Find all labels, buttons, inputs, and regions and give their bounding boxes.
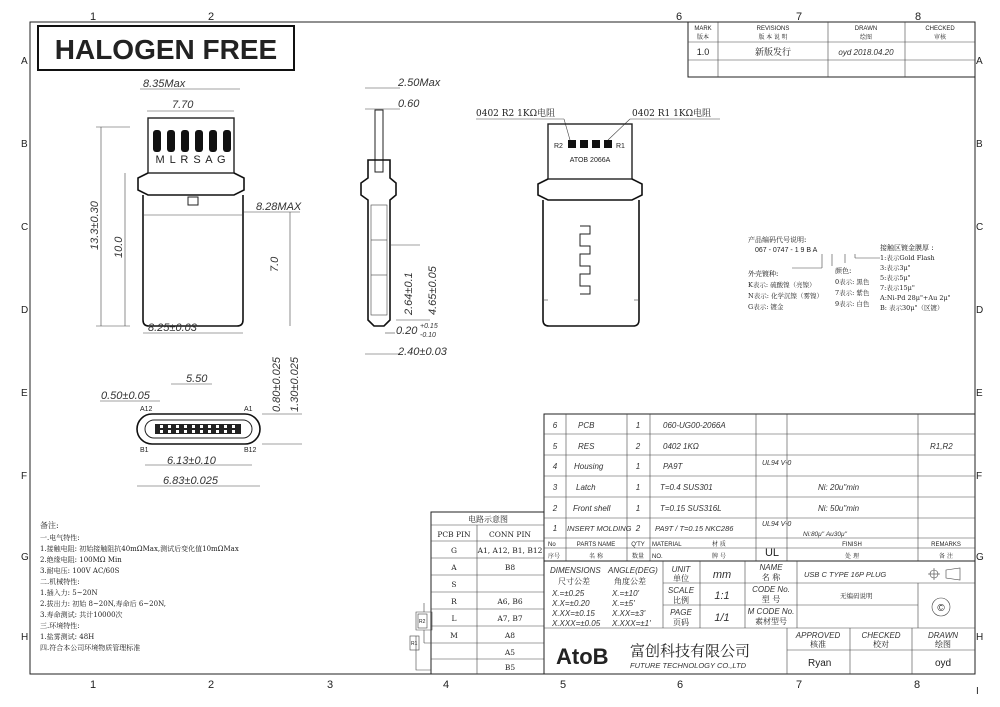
dim-end-inner: 6.13±0.10 <box>167 455 216 467</box>
rev-header-drawn: DRAWN <box>854 26 878 32</box>
color-0: 0表示: 黑色 <box>835 278 870 286</box>
tb-tol-angle: X.=±5' <box>612 599 635 608</box>
dim-front-body-height: 10.0 <box>113 236 125 258</box>
circuit-conn-pin: A7, B7 <box>497 614 523 623</box>
bom-part-name: Housing <box>574 462 604 471</box>
shell-k: K表示: 硫酸镍（亮镍） <box>748 281 816 289</box>
rev-header-mark: MARK <box>694 26 712 32</box>
bom-finish: Ni: 50u"min <box>818 504 860 513</box>
dim-front-top-width: 7.70 <box>172 99 194 111</box>
tb-name-cn: 名 称 <box>761 573 781 582</box>
shell-n: N表示: 化学沉镍（雾镍） <box>748 292 823 300</box>
bom-material: 060-UG00-2066A <box>663 421 726 430</box>
tb-tol-angle: X.XX=±3' <box>612 609 646 618</box>
r1-label: R1 <box>616 143 625 150</box>
dim-front-max-side: 8.28MAX <box>256 201 302 213</box>
bom-qty: 1 <box>635 483 641 492</box>
end-view <box>100 356 302 487</box>
bom-qty: 2 <box>635 442 641 451</box>
rev-header-revisions-cn: 版 本 说 明 <box>758 35 788 41</box>
tb-tol-linear: X.X=±0.20 <box>552 599 590 608</box>
frame-letter: H <box>976 632 984 643</box>
tb-drawn-cn: 绘图 <box>935 640 951 649</box>
tb-approved-value: Ryan <box>808 658 832 669</box>
frame-right-letters <box>976 56 984 697</box>
bom-h-ul: UL <box>764 547 780 559</box>
notes-line: 二.机械特性: <box>40 578 80 586</box>
bom-h-qty: Q'TY <box>631 542 645 548</box>
frame-num: 6 <box>676 11 683 23</box>
bom-part-name: INSERT MOLDING <box>567 524 632 533</box>
bom-table <box>544 414 975 561</box>
end-corner-b1: B1 <box>140 447 149 454</box>
circuit-pcb-pin: R <box>451 597 457 606</box>
circuit-table <box>410 512 544 674</box>
dim-side-d1: 2.64±0.1 <box>403 272 415 315</box>
frame-num: 7 <box>796 11 803 23</box>
bom-h-remarks: REMARKS <box>931 542 961 548</box>
rev-header-checked-cn: 审核 <box>933 35 947 41</box>
tb-approved-cn: 核准 <box>810 640 826 649</box>
r1-callout: 0402 R1 1KΩ电阻 <box>632 109 712 119</box>
bom-h-finish: FINISH <box>842 542 862 548</box>
rev-mark: 1.0 <box>696 47 710 57</box>
bom-material: 0402 1KΩ <box>663 442 699 451</box>
tb-unit-value: mm <box>712 569 732 581</box>
notes-line: 1.接触电阻: 初始接触阻抗40mΩMax,测试后变化值10mΩMax <box>40 545 239 553</box>
plating-3: 3:表示3μ" <box>880 264 911 272</box>
bom-qty: 1 <box>635 504 641 513</box>
bom-h-qty-cn: 数量 <box>631 553 645 560</box>
r2-label: R2 <box>554 143 563 150</box>
bom-finish: Ni:80μ" Au30μ" <box>803 531 847 538</box>
tb-drawn-label: DRAWN <box>927 631 959 640</box>
tb-name-label: NAME <box>759 563 783 572</box>
frame-num: 8 <box>914 679 921 691</box>
frame-letter: D <box>976 305 984 316</box>
tb-scale-value: 1:1 <box>714 590 730 602</box>
bom-material: PA9T <box>663 462 683 471</box>
frame-letter: A <box>976 56 983 67</box>
plating-5: 5:表示5μ" <box>880 274 911 282</box>
tb-name-value: USB C TYPE 16P PLUG <box>804 570 887 579</box>
tb-checked-label: CHECKED <box>861 631 901 640</box>
bom-no: 5 <box>552 442 558 451</box>
bom-part-name: PCB <box>578 421 595 430</box>
frame-num: 1 <box>90 679 97 691</box>
tb-dimensions-cn: 尺寸公差 <box>558 577 590 586</box>
circuit-pcb-pin: M <box>450 631 458 640</box>
dim-side-d2: 4.65±0.05 <box>427 266 439 315</box>
frame-num: 1 <box>90 11 97 23</box>
dim-end-h2: 1.30±0.025 <box>289 357 301 412</box>
frame-letter: F <box>976 471 983 482</box>
frame-num: 4 <box>443 679 450 691</box>
bom-h-matno: NO. <box>652 554 663 560</box>
frame-letter: C <box>976 222 984 233</box>
frame-num: 2 <box>208 679 215 691</box>
frame-bottom-numbers <box>90 679 920 691</box>
bom-h-material: MATERIAL <box>652 542 682 548</box>
frame-letter: D <box>21 305 29 316</box>
bom-h-parts: PARTS NAME <box>576 542 616 548</box>
dim-side-tol-plus: +0.15 <box>420 323 438 330</box>
bom-h-matno-cn: 牌 号 <box>712 553 726 560</box>
tb-page-cn: 页码 <box>673 618 689 627</box>
tb-tol-linear: X.XX=±0.15 <box>552 609 595 618</box>
dim-side-thickness: 0.60 <box>398 98 420 110</box>
tb-unit-cn: 单位 <box>673 574 689 583</box>
circuit-conn-pin: A8 <box>504 631 516 640</box>
dim-end-outer: 6.83±0.025 <box>163 475 218 487</box>
rev-header-revisions: REVISIONS <box>756 26 790 32</box>
bom-material: PA9T / T=0.15 NKC286 <box>655 524 734 533</box>
bom-h-parts-cn: 名 称 <box>589 553 603 560</box>
bom-material: T=0.15 SUS316L <box>660 504 722 513</box>
bom-ul: UL94 V-0 <box>762 521 792 528</box>
plating-title: 接触区镀金膜厚 : <box>880 244 934 252</box>
bom-material: T=0.4 SUS301 <box>660 483 713 492</box>
dim-end-h1: 0.80±0.025 <box>271 357 283 412</box>
tb-scale-cn: 比例 <box>673 596 689 605</box>
dim-side-max: 2.50Max <box>398 77 441 89</box>
dim-front-shell-height: 7.0 <box>269 256 281 272</box>
front-pin-labels: M L R S A G <box>155 154 227 166</box>
bom-h-no: No <box>548 542 556 548</box>
frame-letter: E <box>976 388 983 399</box>
revisions-table <box>688 22 975 77</box>
tb-mcode-label: M CODE No. <box>747 607 795 616</box>
bom-qty: 2 <box>635 524 641 533</box>
bom-no: 4 <box>552 462 558 471</box>
dim-side-tol-minus: -0.10 <box>420 332 436 339</box>
pcb-view <box>476 107 720 326</box>
color-7: 7表示: 紫色 <box>835 289 870 297</box>
bom-h-finish-cn: 处 理 <box>845 553 859 560</box>
tb-angle: ANGLE(DEG) <box>608 566 658 575</box>
circuit-conn-pin: A1, A12, B1, B12 <box>477 546 543 555</box>
bom-no: 6 <box>552 421 558 430</box>
bom-qty: 1 <box>635 421 641 430</box>
tb-page-value: 1/1 <box>714 612 730 624</box>
plating-7: 7:表示15μ" <box>880 284 915 292</box>
frame-letter: C <box>21 222 29 233</box>
circuit-conn-pin: A6, B6 <box>497 597 523 606</box>
tb-tol-angle: X.=±10' <box>612 589 640 598</box>
color-title: 颜色: <box>835 267 852 275</box>
dim-side-width: 2.40±0.03 <box>398 346 447 358</box>
side-view <box>361 77 448 358</box>
tb-code-value: 无编码说明 <box>840 592 873 600</box>
circuit-pcb-pin: S <box>451 580 457 589</box>
notes-line: 1.盐雾测试: 48H <box>40 633 95 641</box>
rev-header-checked: CHECKED <box>925 26 955 32</box>
bom-ul: UL94 V-0 <box>762 460 792 467</box>
notes-line: 2.拔出力: 初始 8~20N,寿命后 6~20N, <box>40 600 166 608</box>
tb-projection-symbol <box>928 568 960 580</box>
tb-tol-angle: X.XXX=±1' <box>612 619 651 628</box>
tb-tol-linear: X.XXX=±0.05 <box>552 619 601 628</box>
frame-letter: F <box>21 471 28 482</box>
bom-part-name: RES <box>578 442 595 451</box>
notes-title: 备注: <box>40 521 59 530</box>
rev-drawn: oyd 2018.04.20 <box>838 48 894 57</box>
company-name-en: FUTURE TECHNOLOGY CO.,LTD <box>630 661 746 670</box>
end-corner-a12: A12 <box>140 406 153 413</box>
tb-code-cn: 型 号 <box>761 595 781 604</box>
title-block <box>544 561 975 674</box>
tb-checked-cn: 校对 <box>873 640 889 649</box>
frame-letter: H <box>21 632 29 643</box>
bom-h-remarks-cn: 备 注 <box>939 553 953 560</box>
notes-line: 一.电气特性: <box>40 534 80 542</box>
frame-num: 6 <box>677 679 684 691</box>
bom-part-name: Latch <box>576 483 596 492</box>
halogen-free-text: HALOGEN FREE <box>54 34 278 65</box>
code-title: 产品编码代号说明: <box>748 236 807 244</box>
frame-num: 2 <box>208 11 215 23</box>
tb-approved-label: APPROVED <box>795 631 841 640</box>
tb-code-label: CODE No. <box>752 585 790 594</box>
plating-1: 1:表示Gold Flash <box>880 254 935 262</box>
r2-callout: 0402 R2 1KΩ电阻 <box>476 109 556 119</box>
frame-letter: E <box>21 388 28 399</box>
notes-line: 3.耐电压: 100V AC/60S <box>40 567 120 575</box>
bom-no: 1 <box>552 524 558 533</box>
front-view <box>89 78 302 334</box>
frame-letter: G <box>21 552 29 563</box>
tb-page-label: PAGE <box>670 608 692 617</box>
dim-front-body-width: 8.25±0.03 <box>148 322 197 334</box>
frame-num: 7 <box>796 679 803 691</box>
frame-letter: A <box>21 56 28 67</box>
circuit-conn-pin: A5 <box>504 648 516 657</box>
bom-qty: 1 <box>635 462 641 471</box>
notes-line: 2.绝缘电阻: 100MΩ Min <box>40 556 122 564</box>
circuit-pcb-pin: A <box>451 563 457 572</box>
dim-end-pitch: 5.50 <box>186 373 208 385</box>
code-sample: 067 - 0747 - 1 9 B A <box>755 247 818 254</box>
frame-letter: B <box>21 139 28 150</box>
dim-end-pad: 0.50±0.05 <box>101 390 150 402</box>
notes-block <box>40 520 239 652</box>
frame-top-numbers <box>90 11 921 23</box>
frame-letter: G <box>976 552 984 563</box>
shell-title: 外壳镀种: <box>748 270 779 278</box>
bom-h-material-cn: 材 质 <box>712 541 726 548</box>
bom-h-no-cn: 序号 <box>548 553 561 560</box>
dim-front-max-width: 8.35Max <box>143 78 186 90</box>
tb-copyright: © <box>937 603 945 614</box>
bom-no: 3 <box>552 483 558 492</box>
tb-dimensions: DIMENSIONS <box>550 566 601 575</box>
notes-line: 1.插入力: 5~20N <box>40 589 98 597</box>
rev-header-mark-cn: 版本 <box>696 35 710 41</box>
bom-remark: R1,R2 <box>930 442 953 451</box>
plating-b: B: 表示30μ"（区镀） <box>880 304 944 312</box>
notes-line: 3.寿命测试: 共计10000次 <box>40 611 123 619</box>
tb-scale-label: SCALE <box>667 586 695 595</box>
end-corner-b12: B12 <box>244 447 257 454</box>
notes-line: 四.符合本公司环境物质管理标准 <box>40 644 141 652</box>
circuit-title: 电路示意图 <box>468 515 508 524</box>
frame-letter: B <box>976 139 983 150</box>
notes-line: 三.环境特性: <box>40 622 80 630</box>
frame-num: 5 <box>560 679 567 691</box>
end-corner-a1: A1 <box>244 406 253 413</box>
tb-drawn-value: oyd <box>934 658 952 669</box>
tb-tol-linear: X.=±0.25 <box>552 589 585 598</box>
tb-mcode-cn: 素材型号 <box>755 617 787 626</box>
circuit-r2: R2 <box>419 619 426 625</box>
tb-angle-cn: 角度公差 <box>614 577 646 586</box>
circuit-pcb-pin: G <box>451 546 457 555</box>
bom-finish: Ni: 20u"min <box>818 483 860 492</box>
product-code-legend <box>748 235 951 312</box>
company-name-cn: 富创科技有限公司 <box>630 642 751 660</box>
circuit-header-conn: CONN PIN <box>489 530 531 539</box>
circuit-conn-pin: B8 <box>504 563 516 572</box>
rev-description: 新版发行 <box>754 48 792 58</box>
pcb-marking: ATOB 2066A <box>569 157 611 164</box>
frame-num: 8 <box>915 11 922 23</box>
rev-header-drawn-cn: 绘图 <box>859 35 873 41</box>
company-logo: AtoB <box>556 644 609 669</box>
plating-a: A:Ni-Pd 28μ"+Au 2μ" <box>880 294 951 302</box>
circuit-pcb-pin: L <box>451 614 457 623</box>
frame-num: 3 <box>327 679 334 691</box>
dim-front-total-height: 13.3±0.30 <box>89 201 101 250</box>
shell-g: G表示: 镀金 <box>748 303 784 311</box>
circuit-conn-pin: B5 <box>504 663 516 672</box>
circuit-header-pcb: PCB PIN <box>437 530 471 539</box>
circuit-r1: R1 <box>411 641 418 647</box>
dim-side-tol-base: 0.20 <box>396 325 418 337</box>
frame-corner-mark: I <box>976 686 979 697</box>
color-9: 9表示: 白色 <box>835 300 870 308</box>
frame-left-letters <box>21 56 29 643</box>
tb-unit-label: UNIT <box>671 565 691 574</box>
bom-part-name: Front shell <box>573 504 611 513</box>
bom-no: 2 <box>552 504 558 513</box>
